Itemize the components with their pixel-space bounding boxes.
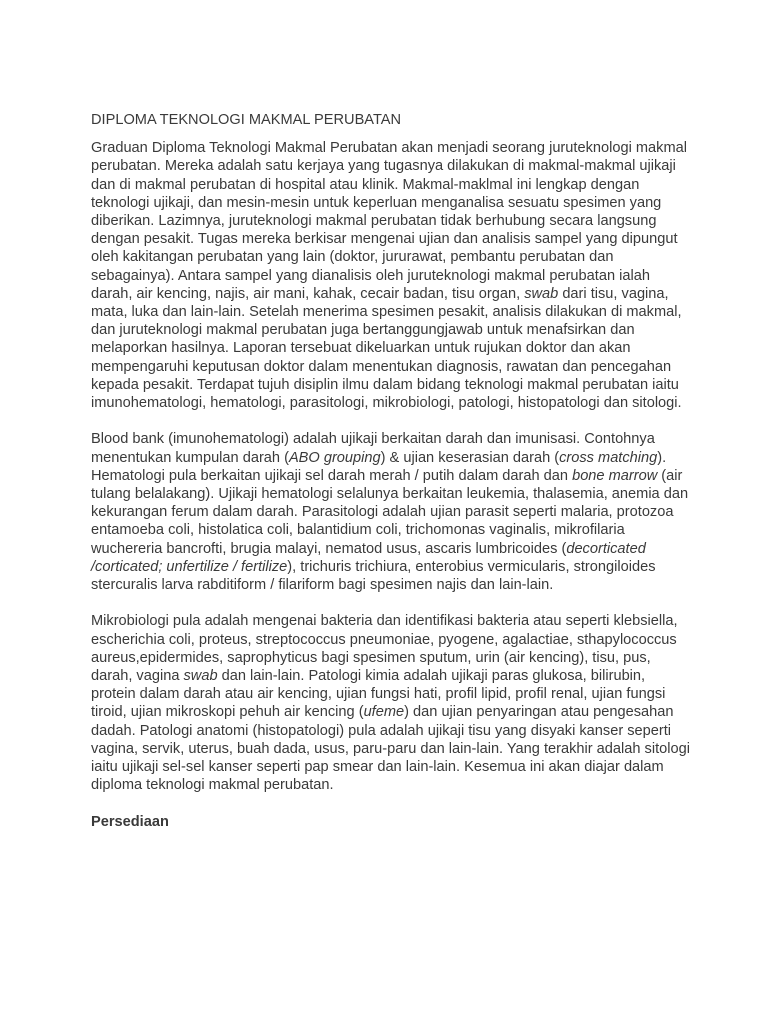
paragraph-intro [91,139,691,412]
text-run: dan lain-lain. Patologi kimia adalah ujikaji paras glukosa, bilirubin, protein dalam darah atau air kencing, ujian fungsi hati, profil lipid, profil renal, ujian fungsi tiroid, ujian mikroskopi pehuh air kencing ( [91,668,666,721]
italic-term: swab [183,668,218,685]
text-run: ). Hematologi pula berkaitan ujikaji sel darah merah / putih dalam darah dan [91,449,667,484]
text-run: ) & ujian keserasian darah ( [380,449,560,466]
text-run: Mikrobiologi pula adalah mengenai bakteria dan identifikasi bakteria atau seperti klebsiella, escherichia coli, proteus, streptococcus pneumoniae, pyogene, agalactiae, sthapylococcus aureus,epidermides, saprophyticus bagi spesimen sputum, urin (air kencing), tisu, pus, darah, vagina [91,613,678,685]
italic-term: bone marrow [572,467,658,484]
text-run: Blood bank (imunohematologi) adalah ujikaji berkaitan darah dan imunisasi. Contohnya menentukan kumpulan darah ( [91,431,655,466]
italic-term: decorticated /corticated; unfertilize / fertilize [91,540,646,575]
text-run: ), trichuris trichiura, enterobius vermicularis, strongiloides stercuralis larva rabditiform / filariform bagi spesimen najis dan lain-lain. [91,558,656,594]
italic-term: ABO grouping [288,449,381,466]
italic-term: swab [524,285,559,302]
italic-term: ufeme [363,704,405,721]
document-page [91,111,691,831]
paragraph-microbiology-pathology-cytology [91,612,691,794]
text-run: dari tisu, vagina, mata, luka dan lain-lain. Setelah menerima spesimen pesakit, analisis dilakukan di makmal, dan juruteknologi makmal perubatan juga bertanggungjawab untuk menafsirkan dan melaporkan hasilnya. Laporan tersebuat dikeluarkan untuk rujukan doktor dan akan mempengaruhi keputusan doktor dalam menentukan diagnosis, rawatan dan pencegahan kepada pesakit. Terdapat tujuh disiplin ilmu dalam bidang teknologi makmal perubatan iaitu imunohematologi, hematologi, parasitologi, mikrobiologi, patologi, histopatologi dan sitologi. [91,285,682,412]
italic-term: cross matching [559,449,658,466]
text-run: ) dan ujian penyaringan atau pengesahan dadah. Patologi anatomi (histopatologi) pula adalah ujikaji tisu yang disyaki kanser seperti vagina, servik, uterus, buah dada, usus, paru-paru dan lain-lain. Yang terakhir adalah sitologi iaitu ujikaji sel-sel kanser seperti pap smear dan lain-lain. Kesemua ini akan diajar dalam diploma teknologi makmal perubatan. [91,704,690,794]
paragraph-bloodbank-hematology-parasitology [91,430,691,594]
text-run: Graduan Diploma Teknologi Makmal Perubatan akan menjadi seorang juruteknologi makmal perubatan. Mereka adalah satu kerjaya yang tugasnya dilakukan di makmal-makmal ujikaji dan di makmal perubatan di hospital atau klinik. Makmal-maklmal ini lengkap dengan teknologi ujikaji, dan mesin-mesin untuk keperluan menganalisa sesuatu spesimen yang diberikan. Lazimnya, juruteknologi makmal perubatan tidak berhubung secara langsung dengan pesakit. Tugas mereka berkisar mengenai ujian dan analisis sampel yang dipungut oleh kakitangan perubatan yang lain (doktor, jururawat, pembantu perubatan dan sebagainya). Antara sampel yang dianalisis oleh juruteknologi makmal perubatan ialah darah, air kencing, najis, air mani, kahak, cecair badan, tisu organ, [91,140,687,302]
text-run: (air tulang belalakang). Ujikaji hematologi selalunya berkaitan leukemia, thalasemia, anemia dan kekurangan ferum dalam darah. Parasitologi adalah ujian parasit seperti malaria, protozoa entamoeba coli, histolatica coli, balantidium coli, trichomonas vaginalis, mikrofilaria wuchereria bancrofti, brugia malayi, nematod usus, ascaris lumbricoides ( [91,467,689,557]
document-title: DIPLOMA TEKNOLOGI MAKMAL PERUBATAN [91,112,402,128]
section-heading-persediaan: Persediaan [91,813,169,830]
